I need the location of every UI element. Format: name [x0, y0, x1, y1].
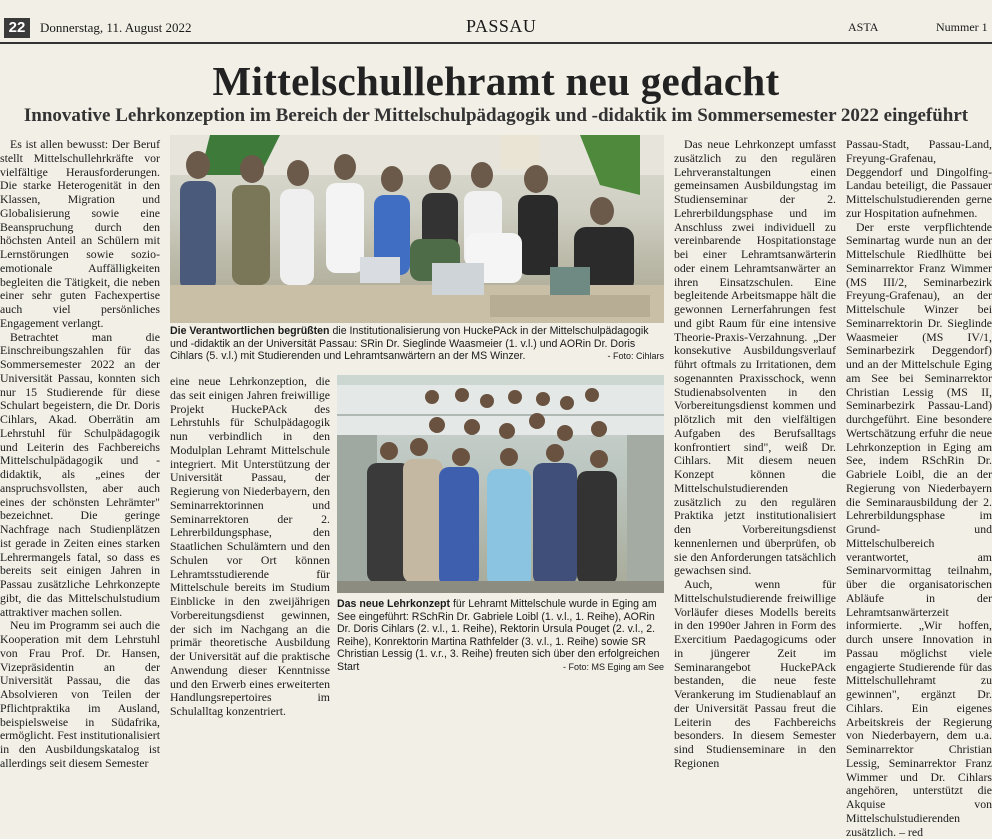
header-publication: ASTA [848, 20, 878, 35]
photo-group-eging [337, 375, 664, 593]
caption-text: die Institutionalisierung von HuckePAck in der Mittelschulpädagogik und -didaktik an der Universität Passau: SRin Dr. Sieglinde Waasmeier (1. v.l.) und AORin Dr. Doris Cihlars (5. v.l.) mit Studierenden und Lehramtsanwärtern an der MS Winzer. [170, 325, 649, 362]
page-header [0, 0, 992, 42]
paragraph: Betrachtet man die Einschreibungszahlen für das Sommersemester 2022 an der Universität Passau, konnten sich nur 15 Studierende für diese Schulart begeistern, die Dr. Doris Cihlars, Akad. Oberrätin am Lehrstuhl für Schulpädagogik und Leiterin des Fachbereichs Mittelschulpädagogik und -didaktik, als „eines der anspruchsvollsten, aber auch eines der schönsten Lehrämter" bezeichnet. Die geringe Nachfrage nach Studienplätzen ist gerade in Zeiten eines starken Lehrermangels fatal, so dass es bereits seit einigen Jahren in Passau zusätzliche Lehrkonzepte gibt, die das Mittelschulstudium attraktiver machen sollen. [0, 331, 160, 620]
photo-illustration [337, 375, 664, 593]
photo-group-winzer [170, 135, 664, 323]
photo-credit: - Foto: Cihlars [607, 350, 664, 363]
header-issue: Nummer 1 [936, 20, 988, 35]
article-subtitle: Innovative Lehrkonzeption im Bereich der Mittelschulpädagogik und -didaktik im Sommersemester 2022 eingeführt [0, 104, 992, 128]
paragraph: eine neue Lehrkonzeption, die das seit einigen Jahren freiwillige Projekt HuckePAck des Lehrstuhls für Schulpädagogik nun verbindlich in den Modulplan Lehramt Mittelschule integriert. Mit Unterstützung der Universität Passau, der Regierung von Niederbayern, den Seminarrektorinnen und Seminarrektoren der 2. Lehrerbildungsphase, den Staatlichen Schulämtern und den Schulen vor Ort können Lehramtsstudierende für Mittelschule bereits im Studium Einblicke in den zweijährigen Vorbereitungsdienst gewinnen, der sich im Nachgang an die primär theoretische Ausbildung der Universität auf die praktische Anwendung dieser Kenntnisse und den Erwerb eines erweiterten Handlungsrepertoires im Schulalltag konzentriert. [170, 375, 330, 719]
caption-lead: Das neue Lehrkonzept [337, 598, 450, 610]
header-date: Donnerstag, 11. August 2022 [40, 20, 192, 36]
photo-caption-1 [170, 325, 664, 363]
caption-lead: Die Verantwortlichen begrüßten [170, 325, 330, 337]
header-section: PASSAU [466, 16, 536, 37]
article-column-1 [0, 138, 160, 771]
caption-text: für Lehramt Mittelschule wurde in Eging am See eingeführt: RSchRin Dr. Gabriele Loibl (1. v.l., 1. Reihe), AORin Dr. Doris Cihlars (2. v.l., 1. Reihe), Rektorin Ursula Pouget (2. v.l., 2. Reihe), Konrektorin Martina Rathfelder (3. v.l., 1. Reihe) sowie SR Christian Lessig (1. v.r., 3. Reihe) freuten sich über den erfolgreichen Start [337, 598, 660, 673]
paragraph: Das neue Lehrkonzept umfasst zusätzlich zu den regulären Lehrveranstaltungen einen gemeinsamen Ausbildungstag im Studienseminar der 2. Lehrerbildungsphase und im Anschluss zwei individuell zu vereinbarende Hospitationstage bei einer Lehramtsanwärterin oder einem Lehramtsanwärter an ihren Einsatzschulen. Eine begleitende Arbeitsmappe hält die gewonnen Lernerfahrungen fest und gibt Raum für eine intensive Theorie-Praxis-Verzahnung. „Der konsekutive Ausbildungsverlauf führt oftmals zu Irritationen, dem sogenannten Praxisschock, wenn Studienabsolventen in den Vorbereitungsdienst kommen und plötzlich mit den vielfältigen Aufgaben des Berufsalltags konfrontiert sind", weiß Dr. Cihlars. Mit diesem neuen Konzept können die Mittelschulstudierenden zusätzlich zu den regulären Praktika jetzt institutionalisiert den Vorbereitungsdienst kennenlernen und überprüfen, ob sie den Anforderungen tatsächlich gewachsen sind. [674, 138, 836, 578]
paragraph: Passau-Stadt, Passau-Land, Freyung-Grafenau, Deggendorf und Dingolfing-Landau beteiligt, die Passauer Mittelschulstudierenden gerne zur Hospitation aufnehmen. [846, 138, 992, 221]
paragraph: Es ist allen bewusst: Der Beruf stellt Mittelschullehrkräfte vor vielfältige Herausforderungen. Die starke Heterogenität in den Klassen, Migration und Globalisierung sowie eine Beanspruchung durch den höchsten Anteil an Schülern mit Lernstörungen sowie sozio-emotionale Auffälligkeiten begleiten die Tätigkeit, die neben einer sehr guten Fachexpertise auch viel persönliches Engagement verlangt. [0, 138, 160, 331]
photo-credit: - Foto: MS Eging am See [563, 661, 664, 674]
page-number: 22 [4, 18, 30, 38]
header-rule [0, 42, 992, 44]
paragraph: Auch, wenn für Mittelschulstudierende freiwillige Vorläufer dieses Modells bereits in den 1990er Jahren in Form des Exercitium Paedagogicums oder in jüngerer Zeit im Seminarangebot HuckePAck bestanden, die neue feste Verankerung im Studienablauf an der Universität Passau freut die Leiterin des Fachbereichs besonders. In diesem Semester sind Studienseminare in den Regionen [674, 578, 836, 771]
article-title: Mittelschullehramt neu gedacht [0, 56, 992, 106]
paragraph: Der erste verpflichtende Seminartag wurde nun an der Mittelschule Riedlhütte bei Seminarrektor Franz Wimmer (MS III/2, Seminarbezirk Freyung-Grafenau), an der Mittelschule Winzer bei Seminarrektorin Dr. Sieglinde Waasmeier (MS IV/1, Seminarbezirk Deggendorf) und an der Mittelschule Eging am See bei Seminarrektor Christian Lessig (MS II, Seminarbezirk Passau-Land) durchgeführt. Eine besondere Wertschätzung erfuhr die neue Lehrkonzeption in Eging am See, indem RSchRin Dr. Gabriele Loibl, die an der Regierung von Niederbayern die Seminarausbildung der 2. Lehrerbildungsphase im Grund- und Mittelschulbereich verantwortet, am Seminarvormittag teilnahm, über die organisatorischen Abläufe in der Lehramtsanwärterzeit informierte. „Wir hoffen, durch unsere Innovation in Passau möglichst viele engagierte Studierende für das Mittelschullehramt zu gewinnen", ergänzt Dr. Cihlars. Ein eigenes Arbeitskreis der Regierung von Niederbayern, dem u.a. Seminarrektor Christian Lessig, Seminarrektor Franz Wimmer und Dr. Cihlars angehören, unterstützt die Akquise von Mittelschulstudierenden zusätzlich. – red [846, 221, 992, 839]
paragraph: Neu im Programm sei auch die Kooperation mit dem Lehrstuhl von Frau Prof. Dr. Hansen, Vizepräsidentin an der Universität Passau, die das Absolvieren von Teilen der Pflichtpraktika im Ausland, beispielsweise in Südafrika, ermöglicht. Fest institutionalisiert in den Ausbildungskatalog ist allerdings seit diesem Semester [0, 619, 160, 770]
article-column-3 [674, 138, 836, 771]
article-column-4 [846, 138, 992, 839]
photo-caption-2 [337, 598, 664, 674]
article-column-2 [170, 375, 330, 719]
photo-illustration [170, 135, 664, 323]
